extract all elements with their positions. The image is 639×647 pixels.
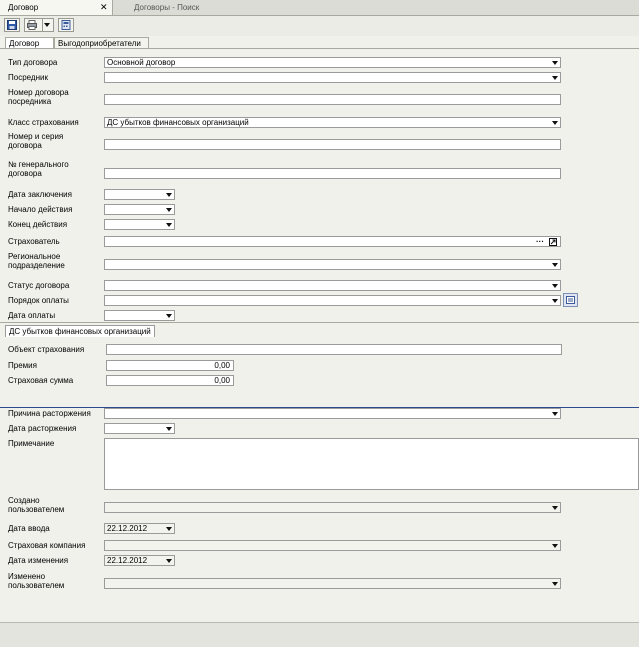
note-label: Примечание (8, 439, 55, 448)
form-subtabs (0, 36, 639, 48)
termination-reason-label: Причина расторжения (8, 409, 91, 418)
chevron-down-icon[interactable] (552, 582, 558, 586)
chevron-down-icon[interactable] (166, 314, 172, 318)
calculator-button[interactable] (58, 18, 74, 32)
status-bar (0, 622, 639, 647)
insurance-class-label: Класс страхования (8, 118, 79, 127)
toolbar (0, 16, 639, 36)
chevron-down-icon[interactable] (552, 263, 558, 267)
contract-type-value: Основной договор (107, 58, 176, 67)
general-contract-no-label: № генерального договора (8, 160, 69, 178)
insurer-label: Страхователь (8, 237, 60, 246)
change-date-picker[interactable] (104, 555, 175, 566)
chevron-down-icon[interactable] (552, 412, 558, 416)
insurer-lookup-field[interactable] (104, 236, 561, 247)
open-link-icon[interactable] (549, 238, 557, 246)
chevron-down-icon[interactable] (166, 208, 172, 212)
chevron-down-icon[interactable] (552, 506, 558, 510)
intermediary-label: Посредник (8, 73, 48, 82)
start-date-label: Начало действия (8, 205, 73, 214)
subtab-beneficiaries-label: Выгодоприобретатели (58, 39, 141, 48)
change-date-label: Дата изменения (8, 556, 69, 565)
print-icon (27, 20, 37, 30)
entry-date-value: 22.12.2012 (107, 524, 148, 533)
conclusion-date-label: Дата заключения (8, 190, 72, 199)
end-date-picker[interactable] (104, 219, 175, 230)
payment-order-select[interactable] (104, 295, 561, 306)
contract-number-series-input[interactable] (104, 139, 561, 150)
insured-object-input[interactable] (106, 344, 562, 355)
termination-reason-select[interactable] (104, 408, 561, 419)
note-textarea[interactable] (104, 438, 639, 490)
general-contract-no-input[interactable] (104, 168, 561, 179)
premium-value: 0,00 (214, 361, 230, 370)
chevron-down-icon[interactable] (166, 223, 172, 227)
created-by-label: Создано пользователем (8, 496, 65, 514)
tab-contract[interactable] (0, 0, 113, 15)
start-date-picker[interactable] (104, 204, 175, 215)
entry-date-label: Дата ввода (8, 524, 50, 533)
chevron-down-icon[interactable] (552, 76, 558, 80)
changed-by-select[interactable] (104, 578, 561, 589)
changed-by-label: Изменено пользователем (8, 572, 65, 590)
insurance-company-select[interactable] (104, 540, 561, 551)
insured-sum-label: Страховая сумма (8, 376, 74, 385)
insured-sum-value: 0,00 (214, 376, 230, 385)
subtab-contract[interactable] (5, 37, 54, 48)
save-button[interactable] (4, 18, 20, 32)
subtab-contract-label: Договор (9, 39, 40, 48)
premium-input[interactable] (106, 360, 234, 371)
contract-number-series-label: Номер и серия договора (8, 132, 64, 150)
entry-date-picker[interactable] (104, 523, 175, 534)
calculator-icon (61, 20, 71, 30)
contract-status-label: Статус договора (8, 281, 70, 290)
chevron-down-icon[interactable] (552, 284, 558, 288)
intermediary-contract-no-input[interactable] (104, 94, 561, 105)
chevron-down-icon[interactable] (166, 527, 172, 531)
chevron-down-icon[interactable] (552, 544, 558, 548)
termination-date-picker[interactable] (104, 423, 175, 434)
insured-sum-input[interactable] (106, 375, 234, 386)
chevron-down-icon[interactable] (166, 559, 172, 563)
subtab-beneficiaries[interactable] (54, 37, 149, 48)
payment-date-picker[interactable] (104, 310, 175, 321)
created-by-select[interactable] (104, 502, 561, 513)
chevron-down-icon[interactable] (44, 23, 50, 27)
change-date-value: 22.12.2012 (107, 556, 148, 565)
print-button[interactable] (24, 18, 54, 32)
contract-type-label: Тип договора (8, 58, 58, 67)
insured-object-label: Объект страхования (8, 345, 85, 354)
premium-label: Премия (8, 361, 37, 370)
contract-status-select[interactable] (104, 280, 561, 291)
conclusion-date-picker[interactable] (104, 189, 175, 200)
section-tab-label: ДС убытков финансовых организаций (9, 327, 151, 336)
chevron-down-icon[interactable] (552, 121, 558, 125)
payment-order-label: Порядок оплаты (8, 296, 69, 305)
tab-contracts-search-label: Договоры - Поиск (134, 3, 200, 12)
document-tabs-bar (0, 0, 639, 16)
chevron-down-icon[interactable] (552, 299, 558, 303)
split-divider (42, 19, 43, 31)
chevron-down-icon[interactable] (166, 427, 172, 431)
end-date-label: Конец действия (8, 220, 68, 229)
save-icon (7, 20, 17, 30)
chevron-down-icon[interactable] (166, 193, 172, 197)
tab-contract-label: Договор (8, 3, 39, 12)
contract-type-select[interactable] (104, 57, 561, 68)
insurance-class-select[interactable] (104, 117, 561, 128)
intermediary-select[interactable] (104, 72, 561, 83)
close-icon[interactable]: ✕ (100, 2, 108, 12)
calendar-list-icon (566, 296, 575, 304)
intermediary-contract-no-label: Номер договора посредника (8, 88, 69, 106)
panel-top-border (0, 48, 639, 49)
regional-division-label: Региональное подразделение (8, 252, 65, 270)
regional-division-select[interactable] (104, 259, 561, 270)
section-tab-insurance-class[interactable] (5, 325, 155, 337)
termination-date-label: Дата расторжения (8, 424, 77, 433)
payment-date-label: Дата оплаты (8, 311, 56, 320)
payment-schedule-button[interactable] (563, 293, 578, 307)
tab-contracts-search[interactable] (118, 0, 238, 15)
insurance-company-label: Страховая компания (8, 541, 86, 550)
insurance-class-value: ДС убытков финансовых организаций (107, 118, 249, 127)
browse-ellipsis-button[interactable]: ··· (536, 237, 544, 246)
chevron-down-icon[interactable] (552, 61, 558, 65)
